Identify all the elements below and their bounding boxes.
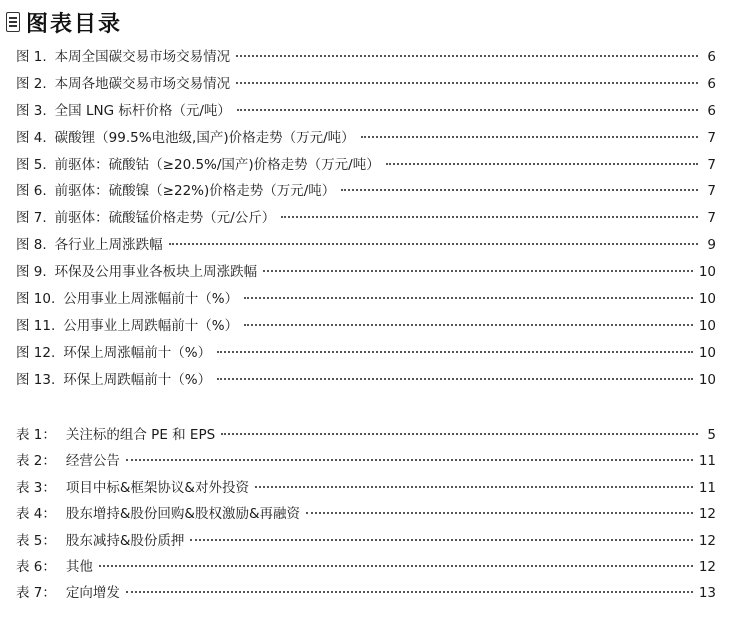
- table-entry[interactable]: [16, 528, 716, 554]
- figure-entry[interactable]: [16, 44, 716, 71]
- table-title: 其他: [65, 558, 93, 575]
- dot-leader: [236, 55, 698, 57]
- dot-leader: [169, 243, 698, 245]
- dot-leader: [306, 512, 693, 514]
- figure-title: 前驱体：硫酸钴（≥20.5%/国产)价格走势（万元/吨）: [54, 156, 380, 173]
- page-title: 图表目录: [26, 11, 123, 37]
- page-number: 7: [707, 156, 716, 173]
- figure-entry[interactable]: [16, 232, 716, 259]
- table-number: 表 4：: [16, 506, 56, 523]
- figure-number: 图 9.: [16, 264, 47, 281]
- document-list-icon: [6, 12, 20, 32]
- table-entry[interactable]: [16, 580, 716, 606]
- table-title: 定向增发: [65, 585, 120, 602]
- figure-number: 图 8.: [16, 237, 47, 254]
- table-number: 表 1：: [16, 427, 56, 443]
- page-number: 11: [698, 453, 716, 470]
- dot-leader: [99, 565, 693, 567]
- figure-title: 本周各地碳交易市场交易情况: [54, 75, 231, 92]
- figure-number: 图 12.: [16, 344, 56, 361]
- dot-leader: [126, 591, 693, 593]
- page-number: 13: [698, 585, 716, 602]
- figure-title: 环保及公用事业各板块上周涨跌幅: [54, 264, 258, 281]
- page-number: 6: [707, 49, 716, 65]
- table-title: 经营公告: [65, 453, 120, 470]
- figure-number: 图 3.: [16, 102, 47, 119]
- figure-entry[interactable]: [16, 313, 716, 340]
- page-number: 9: [707, 237, 716, 254]
- table-title: 关注标的组合 PE 和 EPS: [65, 427, 216, 443]
- table-entry[interactable]: [16, 448, 716, 474]
- page-number: 6: [707, 102, 716, 119]
- dot-leader: [237, 109, 698, 111]
- figure-title: 公用事业上周涨幅前十（%）: [63, 291, 239, 308]
- page-number: 5: [707, 427, 716, 443]
- figure-entry[interactable]: [16, 178, 716, 205]
- page-number: 10: [698, 291, 716, 308]
- page-number: 11: [698, 479, 716, 496]
- table-entry[interactable]: [16, 422, 716, 448]
- figure-entry[interactable]: [16, 367, 716, 394]
- dot-leader: [244, 324, 693, 326]
- figure-entry[interactable]: [16, 286, 716, 313]
- table-number: 表 3：: [16, 479, 56, 496]
- figure-title: 全国 LNG 标杆价格（元/吨）: [54, 102, 231, 119]
- figure-entry[interactable]: [16, 259, 716, 286]
- dot-leader: [263, 270, 693, 272]
- figure-title: 本周全国碳交易市场交易情况: [54, 49, 231, 65]
- figure-number: 图 2.: [16, 75, 47, 92]
- figure-number: 图 7.: [16, 210, 47, 227]
- page-number: 12: [698, 532, 716, 549]
- dot-leader: [341, 189, 698, 191]
- table-number: 表 6：: [16, 558, 56, 575]
- figure-entry[interactable]: [16, 98, 716, 125]
- page-number: 10: [698, 344, 716, 361]
- table-number: 表 5：: [16, 532, 56, 549]
- page-number: 7: [707, 129, 716, 146]
- table-list: [16, 422, 716, 607]
- dot-leader: [221, 433, 698, 435]
- figure-title: 各行业上周涨跌幅: [54, 237, 163, 254]
- dot-leader: [126, 459, 693, 461]
- dot-leader: [361, 136, 698, 138]
- page-number: 10: [698, 371, 716, 388]
- dot-leader: [244, 297, 693, 299]
- figure-title: 公用事业上周跌幅前十（%）: [63, 317, 239, 334]
- figure-title: 环保上周跌幅前十（%）: [63, 371, 212, 388]
- dot-leader: [255, 486, 693, 488]
- page-number: 10: [698, 264, 716, 281]
- figure-number: 图 1.: [16, 49, 47, 65]
- table-number: 表 7：: [16, 585, 56, 602]
- dot-leader: [386, 163, 698, 165]
- dot-leader: [217, 351, 693, 353]
- table-entry[interactable]: [16, 554, 716, 580]
- page-number: 12: [698, 506, 716, 523]
- table-entry[interactable]: [16, 501, 716, 527]
- figure-entry[interactable]: [16, 205, 716, 232]
- page-number: 7: [707, 210, 716, 227]
- figure-entry[interactable]: [16, 125, 716, 152]
- table-title: 项目中标&框架协议&对外投资: [65, 479, 249, 496]
- figure-number: 图 10.: [16, 291, 56, 308]
- figure-entry[interactable]: [16, 340, 716, 367]
- figure-title: 前驱体：硫酸镍（≥22%)价格走势（万元/吨）: [54, 183, 336, 200]
- page-number: 10: [698, 317, 716, 334]
- table-entry[interactable]: [16, 475, 716, 501]
- dot-leader: [281, 216, 698, 218]
- figure-entry[interactable]: [16, 152, 716, 179]
- figure-title: 碳酸锂（99.5%电池级,国产)价格走势（万元/吨）: [54, 129, 355, 146]
- table-title: 股东减持&股份质押: [65, 532, 185, 549]
- figure-number: 图 11.: [16, 317, 56, 334]
- figure-list: [16, 44, 716, 394]
- page-number: 6: [707, 75, 716, 92]
- figure-number: 图 6.: [16, 183, 47, 200]
- page-number: 12: [698, 558, 716, 575]
- figure-number: 图 5.: [16, 156, 47, 173]
- page-number: 7: [707, 183, 716, 200]
- figure-number: 图 4.: [16, 129, 47, 146]
- figure-title: 前驱体：硫酸锰价格走势（元/公斤）: [54, 210, 276, 227]
- figure-title: 环保上周涨幅前十（%）: [63, 344, 212, 361]
- table-title: 股东增持&股份回购&股权激励&再融资: [65, 506, 300, 523]
- table-number: 表 2：: [16, 453, 56, 470]
- figure-number: 图 13.: [16, 371, 56, 388]
- dot-leader: [190, 539, 692, 541]
- dot-leader: [217, 378, 693, 380]
- dot-leader: [236, 82, 698, 84]
- toc-header: [6, 6, 122, 38]
- figure-entry[interactable]: [16, 71, 716, 98]
